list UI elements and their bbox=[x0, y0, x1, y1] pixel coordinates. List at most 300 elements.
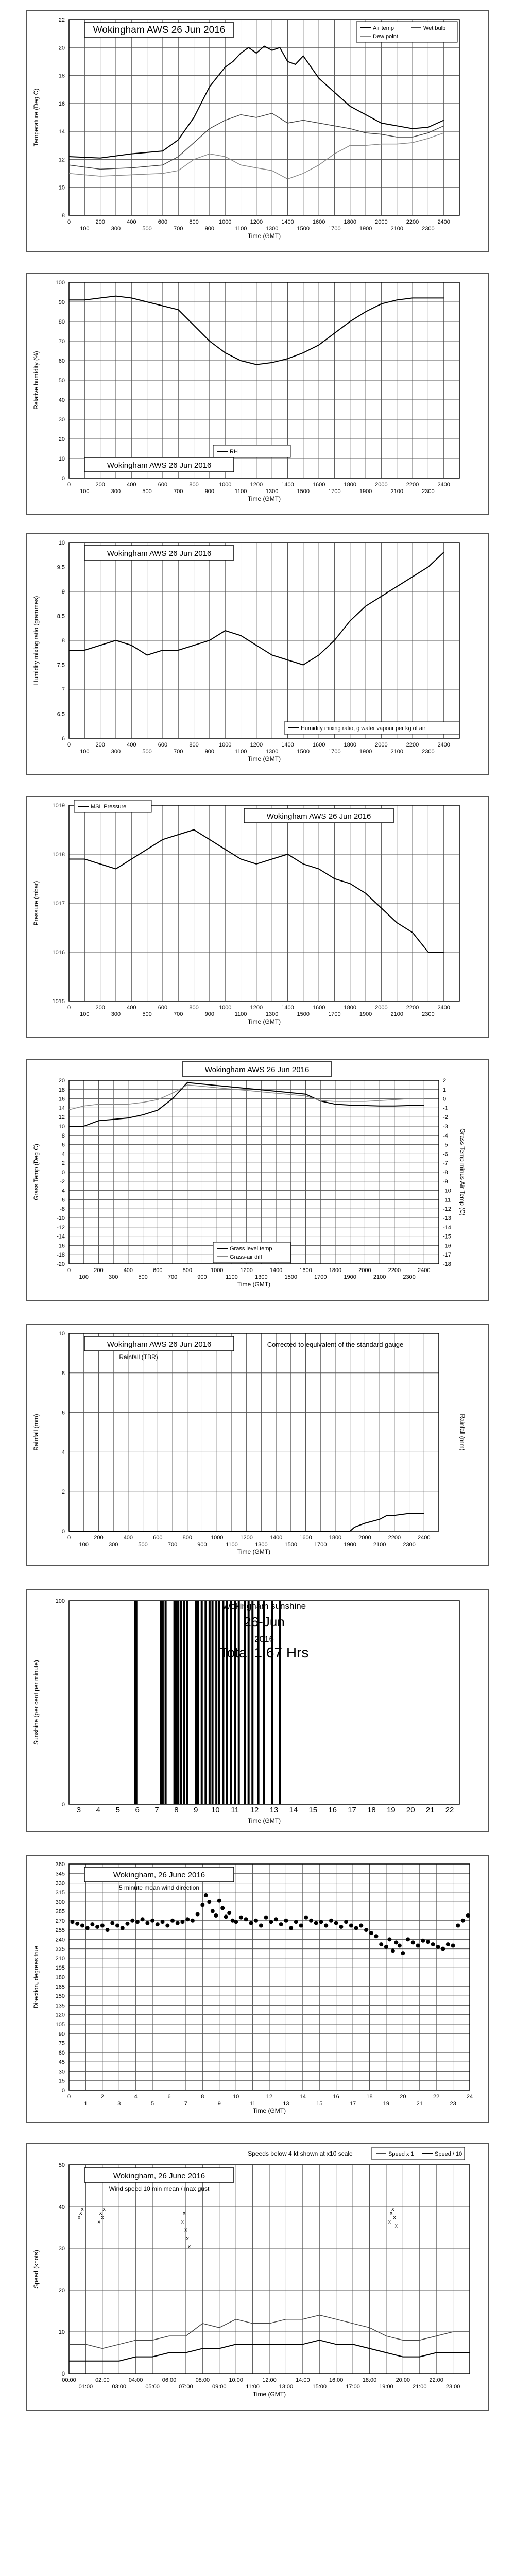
x-tick-label: 2100 bbox=[373, 1274, 386, 1280]
mixing-ratio-chart bbox=[27, 534, 488, 774]
wind-direction-point bbox=[269, 1920, 273, 1924]
x-tick-label: 1400 bbox=[281, 742, 294, 748]
x-tick-label: 1000 bbox=[218, 482, 232, 488]
y-tick-label: 18 bbox=[58, 1087, 65, 1093]
x-tick-label: 1800 bbox=[329, 1535, 342, 1541]
x-tick-label: 1200 bbox=[240, 1267, 253, 1274]
y-tick-label: -12 bbox=[57, 1224, 65, 1231]
x-tick-label: 2100 bbox=[373, 1541, 386, 1548]
x-tick-label: 1400 bbox=[281, 219, 294, 225]
x-tick-label: 05:00 bbox=[145, 2384, 160, 2390]
x-tick-label: 9 bbox=[217, 2100, 221, 2107]
wind-direction-point bbox=[354, 1926, 358, 1930]
x-tick-label: 17 bbox=[349, 2100, 356, 2107]
x-tick-label: 1900 bbox=[359, 488, 372, 495]
calm-marker: x bbox=[186, 2235, 189, 2242]
wind-direction-point bbox=[70, 1920, 74, 1924]
y2-tick-label: -11 bbox=[443, 1197, 451, 1204]
x-tick-label: 1500 bbox=[284, 1541, 298, 1548]
y2-tick-label: -16 bbox=[443, 1243, 451, 1249]
x-tick-label: 14 bbox=[299, 2094, 306, 2100]
x-tick-label: 1700 bbox=[328, 226, 341, 232]
x-tick-label: 1400 bbox=[269, 1535, 283, 1541]
calm-marker: x bbox=[393, 2214, 396, 2221]
y-axis-label: Temperature (Deg C) bbox=[32, 88, 40, 147]
wind-direction-point bbox=[165, 1924, 169, 1928]
wind-direction-point bbox=[85, 1926, 90, 1930]
x-tick-label: 500 bbox=[142, 488, 152, 495]
wind-direction-point bbox=[279, 1922, 283, 1926]
x-tick-label: 900 bbox=[204, 1011, 215, 1018]
x-tick-label: 1800 bbox=[344, 742, 357, 748]
x-tick-label: 19:00 bbox=[379, 2384, 393, 2390]
x-tick-label: 10 bbox=[211, 1806, 220, 1815]
y2-tick-label: -14 bbox=[443, 1224, 451, 1231]
wind-direction-point bbox=[264, 1916, 268, 1920]
chart-title: Wokingham AWS 26 Jun 2016 bbox=[107, 549, 212, 558]
x-tick-label: 600 bbox=[153, 1535, 163, 1541]
temperature-chart bbox=[27, 11, 488, 251]
x-tick-label: 1800 bbox=[344, 482, 357, 488]
y-tick-label: 1017 bbox=[52, 901, 65, 907]
wind-direction-point bbox=[161, 1920, 165, 1924]
y-axis-label: Sunshine (per cent per minute) bbox=[32, 1660, 40, 1745]
legend-label: Speed / 10 bbox=[435, 2151, 462, 2157]
x-tick-label: 800 bbox=[182, 1535, 192, 1541]
x-tick-label: 18 bbox=[367, 1806, 376, 1815]
x-tick-label: 1100 bbox=[226, 1274, 238, 1280]
wind-direction-point bbox=[319, 1920, 323, 1924]
wind-speed-chart bbox=[27, 2144, 488, 2410]
wind-direction-point bbox=[456, 1924, 460, 1928]
x-tick-label: 1600 bbox=[299, 1535, 312, 1541]
x-tick-label: 10 bbox=[233, 2094, 239, 2100]
y-tick-label: 180 bbox=[55, 1974, 65, 1981]
x-tick-label: 2 bbox=[100, 2094, 104, 2100]
x-tick-label: 22 bbox=[433, 2094, 440, 2100]
x-tick-label: 17 bbox=[348, 1806, 356, 1815]
x-tick-label: 16 bbox=[328, 1806, 337, 1815]
y-tick-label: 1018 bbox=[52, 852, 65, 858]
x-tick-label: 16:00 bbox=[329, 2377, 344, 2383]
x-tick-label: 1900 bbox=[344, 1541, 356, 1548]
y-tick-label: 30 bbox=[58, 2246, 65, 2252]
y2-tick-label: -12 bbox=[443, 1206, 451, 1213]
legend-label: Grass-air diff bbox=[230, 1254, 262, 1260]
x-tick-label: 2200 bbox=[406, 219, 419, 225]
x-tick-label: 0 bbox=[67, 2094, 71, 2100]
x-tick-label: 600 bbox=[158, 742, 168, 748]
y-tick-label: 6 bbox=[61, 1142, 65, 1148]
y-tick-label: 100 bbox=[55, 280, 65, 286]
x-tick-label: 900 bbox=[197, 1541, 207, 1548]
y-tick-label: 60 bbox=[58, 358, 65, 364]
y-tick-label: 360 bbox=[55, 1861, 65, 1868]
x-tick-label: 18:00 bbox=[362, 2377, 377, 2383]
y-tick-label: 9 bbox=[61, 589, 65, 595]
y-axis-label: Humidity mixing ratio (grammes) bbox=[32, 596, 40, 685]
y2-tick-label: -10 bbox=[443, 1188, 451, 1194]
x-tick-label: 2300 bbox=[422, 1011, 435, 1018]
y-tick-label: 255 bbox=[55, 1927, 65, 1934]
y-tick-label: 8 bbox=[61, 1132, 65, 1139]
calm-marker: x bbox=[184, 2227, 187, 2233]
y2-tick-label: -15 bbox=[443, 1233, 451, 1240]
y-tick-label: 14 bbox=[58, 1105, 65, 1112]
wind-direction-point bbox=[95, 1925, 99, 1929]
wind-direction-point bbox=[299, 1924, 303, 1928]
x-tick-label: 1100 bbox=[226, 1541, 238, 1548]
y-tick-label: 90 bbox=[58, 2031, 65, 2038]
legend-label: Air temp bbox=[373, 25, 394, 31]
wind-direction-point bbox=[121, 1926, 125, 1930]
y-tick-label: 7.5 bbox=[57, 662, 65, 669]
x-tick-label: 500 bbox=[142, 749, 152, 755]
y-tick-label: 1015 bbox=[52, 998, 65, 1005]
wind-direction-point bbox=[80, 1924, 84, 1928]
x-tick-label: 22 bbox=[445, 1806, 454, 1815]
x-tick-label: 700 bbox=[167, 1541, 178, 1548]
wind-direction-point bbox=[416, 1944, 420, 1948]
y2-tick-label: 1 bbox=[443, 1087, 447, 1093]
wind-direction-point bbox=[274, 1917, 278, 1921]
x-tick-label: 1600 bbox=[312, 1005, 325, 1011]
wind-direction-point bbox=[441, 1947, 445, 1951]
y-tick-label: 10 bbox=[58, 456, 65, 462]
calm-marker: x bbox=[79, 2210, 82, 2217]
wind-direction-point bbox=[207, 1900, 211, 1904]
y-tick-label: 20 bbox=[58, 2287, 65, 2294]
rainfall-chart bbox=[27, 1325, 488, 1565]
wind-direction-point bbox=[284, 1919, 288, 1923]
y2-tick-label: -9 bbox=[443, 1178, 448, 1185]
x-tick-label: 1700 bbox=[314, 1274, 327, 1280]
x-tick-label: 09:00 bbox=[212, 2384, 227, 2390]
y-tick-label: 8 bbox=[61, 1370, 65, 1377]
x-axis-label: Time (GMT) bbox=[247, 232, 281, 240]
wind-direction-point bbox=[176, 1921, 180, 1925]
wind-direction-point bbox=[217, 1899, 221, 1903]
y-tick-label: 30 bbox=[58, 2069, 65, 2075]
y-tick-label: 100 bbox=[55, 1598, 65, 1604]
x-tick-label: 2200 bbox=[406, 1005, 419, 1011]
y-tick-label: -18 bbox=[57, 1252, 65, 1259]
x-tick-label: 1500 bbox=[297, 1011, 310, 1018]
y-axis-label: Pressure (mbar) bbox=[32, 880, 40, 926]
y-tick-label: -2 bbox=[60, 1178, 65, 1185]
x-tick-label: 800 bbox=[182, 1267, 192, 1274]
y-tick-label: 10 bbox=[58, 1124, 65, 1130]
calm-marker: x bbox=[394, 2223, 398, 2229]
x-tick-label: 1600 bbox=[299, 1267, 312, 1274]
y-tick-label: 300 bbox=[55, 1899, 65, 1906]
wind-direction-point bbox=[451, 1944, 455, 1948]
chart-title: Wokingham AWS 26 Jun 2016 bbox=[107, 1340, 212, 1349]
x-tick-label: 100 bbox=[80, 488, 90, 495]
x-tick-label: 400 bbox=[127, 742, 136, 748]
x-tick-label: 500 bbox=[138, 1274, 148, 1280]
calm-marker: x bbox=[187, 2244, 191, 2250]
calm-marker: x bbox=[77, 2214, 81, 2221]
y-tick-label: 16 bbox=[58, 100, 65, 107]
rainfall-chart-panel bbox=[26, 1324, 489, 1566]
wind-direction-point bbox=[401, 1951, 405, 1955]
y-tick-label: 90 bbox=[58, 299, 65, 306]
y2-tick-label: 2 bbox=[443, 1078, 447, 1084]
x-tick-label: 21 bbox=[425, 1806, 435, 1815]
wind-direction-point bbox=[180, 1920, 184, 1924]
y-tick-label: -20 bbox=[57, 1261, 65, 1267]
x-tick-label: 1700 bbox=[328, 749, 341, 755]
y-tick-label: 75 bbox=[58, 2040, 65, 2047]
y2-tick-label: -2 bbox=[443, 1114, 448, 1121]
x-tick-label: 200 bbox=[94, 1535, 104, 1541]
temperature-chart-panel bbox=[26, 10, 489, 252]
y2-tick-label: -6 bbox=[443, 1151, 448, 1158]
x-tick-label: 6 bbox=[167, 2094, 171, 2100]
x-tick-label: 800 bbox=[189, 1005, 199, 1011]
x-tick-label: 2400 bbox=[437, 482, 450, 488]
legend-label: Speed x 1 bbox=[388, 2151, 414, 2157]
y-tick-label: -10 bbox=[57, 1215, 65, 1222]
wind-direction-point bbox=[394, 1940, 398, 1944]
x-tick-label: 11:00 bbox=[246, 2384, 260, 2390]
x-tick-label: 1300 bbox=[265, 749, 279, 755]
x-tick-label: 1000 bbox=[218, 1005, 232, 1011]
x-tick-label: 600 bbox=[158, 482, 168, 488]
wind-direction-point bbox=[239, 1916, 243, 1920]
y-tick-label: 15 bbox=[58, 2078, 65, 2084]
x-tick-label: 2000 bbox=[375, 219, 388, 225]
chart-subtitle: 5 minute mean wind direction bbox=[118, 1884, 200, 1891]
y-tick-label: 14 bbox=[58, 129, 65, 135]
x-tick-label: 00:00 bbox=[62, 2377, 76, 2383]
wind-direction-point bbox=[196, 1912, 200, 1917]
wind-direction-point bbox=[90, 1922, 94, 1926]
x-tick-label: 3 bbox=[117, 2100, 121, 2107]
x-tick-label: 900 bbox=[204, 488, 215, 495]
x-tick-label: 500 bbox=[142, 1011, 152, 1018]
wind-direction-point bbox=[436, 1945, 440, 1949]
wind-direction-point bbox=[446, 1942, 450, 1946]
x-tick-label: 1600 bbox=[312, 742, 325, 748]
x-axis-label: Time (GMT) bbox=[247, 755, 281, 762]
x-tick-label: 12 bbox=[266, 2094, 273, 2100]
wind-direction-point bbox=[344, 1920, 348, 1924]
x-tick-label: 800 bbox=[189, 482, 199, 488]
x-tick-label: 15 bbox=[308, 1806, 318, 1815]
x-tick-label: 18 bbox=[366, 2094, 373, 2100]
x-tick-label: 8 bbox=[174, 1806, 179, 1815]
y-tick-label: 0 bbox=[61, 2371, 65, 2377]
wind-direction-point bbox=[466, 1913, 470, 1918]
x-axis-label: Time (GMT) bbox=[237, 1281, 271, 1288]
x-tick-label: 2200 bbox=[388, 1267, 401, 1274]
sunshine-chart-panel bbox=[26, 1589, 489, 1832]
x-tick-label: 1500 bbox=[284, 1274, 298, 1280]
wind-direction-point bbox=[461, 1919, 465, 1923]
wind-direction-point bbox=[369, 1931, 373, 1935]
legend-label: Dew point bbox=[373, 33, 398, 40]
x-tick-label: 1800 bbox=[329, 1267, 342, 1274]
x-tick-label: 19 bbox=[387, 1806, 396, 1815]
y-tick-label: 80 bbox=[58, 319, 65, 325]
x-tick-label: 2300 bbox=[422, 488, 435, 495]
chart-title: Wokingham, 26 June 2016 bbox=[113, 1871, 205, 1879]
wind-direction-point bbox=[185, 1917, 190, 1921]
x-tick-label: 200 bbox=[95, 219, 105, 225]
x-tick-label: 2200 bbox=[406, 482, 419, 488]
y-tick-label: 50 bbox=[58, 378, 65, 384]
x-tick-label: 2400 bbox=[418, 1535, 431, 1541]
chart-title: Wokingham AWS 26 Jun 2016 bbox=[107, 461, 212, 470]
wind-direction-point bbox=[359, 1924, 363, 1928]
x-tick-label: 16 bbox=[333, 2094, 339, 2100]
x-tick-label: 4 bbox=[134, 2094, 138, 2100]
x-tick-label: 1200 bbox=[250, 742, 263, 748]
x-tick-label: 1400 bbox=[269, 1267, 283, 1274]
y-tick-label: 120 bbox=[55, 2012, 65, 2019]
x-tick-label: 19 bbox=[383, 2100, 390, 2107]
pressure-chart-panel bbox=[26, 796, 489, 1038]
wind-direction-point bbox=[214, 1913, 218, 1918]
wind-direction-point bbox=[406, 1937, 410, 1941]
y2-tick-label: -13 bbox=[443, 1215, 451, 1222]
x-tick-label: 1400 bbox=[281, 1005, 294, 1011]
y-tick-label: 7 bbox=[61, 687, 65, 693]
wind-direction-point bbox=[391, 1948, 395, 1953]
wind-direction-point bbox=[421, 1939, 425, 1943]
x-tick-label: 2400 bbox=[437, 742, 450, 748]
x-tick-label: 2200 bbox=[406, 742, 419, 748]
x-tick-label: 400 bbox=[123, 1535, 133, 1541]
wind-direction-point bbox=[234, 1920, 238, 1924]
y-tick-label: 285 bbox=[55, 1908, 65, 1915]
y-tick-label: 4 bbox=[61, 1449, 65, 1456]
x-tick-label: 2400 bbox=[437, 1005, 450, 1011]
x-tick-label: 5 bbox=[115, 1806, 120, 1815]
wind-direction-point bbox=[294, 1920, 298, 1924]
x-tick-label: 1700 bbox=[314, 1541, 327, 1548]
y-tick-label: 0 bbox=[61, 476, 65, 482]
x-tick-label: 700 bbox=[174, 488, 183, 495]
chart-annotation: Corrected to equivalent of the standard gauge bbox=[267, 1341, 404, 1348]
wind-direction-point bbox=[227, 1911, 231, 1915]
legend-label: Humidity mixing ratio, g water vapour per kg of air bbox=[301, 725, 426, 732]
wind-direction-point bbox=[170, 1919, 175, 1923]
x-tick-label: 1800 bbox=[344, 1005, 357, 1011]
x-tick-label: 700 bbox=[174, 749, 183, 755]
x-tick-label: 1900 bbox=[359, 749, 372, 755]
wind-direction-point bbox=[106, 1928, 110, 1932]
wind-direction-point bbox=[364, 1928, 368, 1932]
wind-direction-point bbox=[339, 1925, 343, 1929]
wind-direction-point bbox=[115, 1924, 119, 1928]
x-tick-label: 3 bbox=[76, 1806, 81, 1815]
x-tick-label: 2300 bbox=[422, 226, 435, 232]
y-tick-label: 20 bbox=[58, 436, 65, 443]
x-tick-label: 1300 bbox=[255, 1274, 268, 1280]
x-tick-label: 1000 bbox=[218, 742, 232, 748]
chart-subtitle: Rainfall (TBR) bbox=[119, 1353, 158, 1361]
x-tick-label: 400 bbox=[127, 1005, 136, 1011]
x-tick-label: 300 bbox=[111, 226, 121, 232]
x-tick-label: 1900 bbox=[359, 1011, 372, 1018]
x-tick-label: 1000 bbox=[218, 219, 232, 225]
x-tick-label: 2100 bbox=[390, 488, 403, 495]
legend-label: MSL Pressure bbox=[91, 804, 127, 810]
x-tick-label: 1500 bbox=[297, 226, 310, 232]
wind-direction-point bbox=[220, 1906, 225, 1910]
x-tick-label: 2000 bbox=[358, 1535, 371, 1541]
y-axis-label: Relative humidity (%) bbox=[32, 351, 40, 410]
x-tick-label: 800 bbox=[189, 742, 199, 748]
chart-subtitle2: Speeds below 4 kt shown at x10 scale bbox=[248, 2150, 353, 2157]
x-tick-label: 13 bbox=[283, 2100, 289, 2107]
y-tick-label: 6.5 bbox=[57, 711, 65, 718]
x-tick-label: 1100 bbox=[234, 749, 247, 755]
x-tick-label: 20 bbox=[406, 1806, 415, 1815]
x-tick-label: 500 bbox=[142, 226, 152, 232]
y-tick-label: 45 bbox=[58, 2059, 65, 2066]
x-axis-label: Time (GMT) bbox=[252, 2391, 286, 2398]
y-tick-label: 4 bbox=[61, 1151, 65, 1158]
y2-tick-label: -1 bbox=[443, 1105, 448, 1112]
x-tick-label: 2300 bbox=[422, 749, 435, 755]
x-tick-label: 12 bbox=[250, 1806, 259, 1815]
x-tick-label: 300 bbox=[111, 749, 121, 755]
wind-direction-point bbox=[211, 1909, 215, 1913]
y-tick-label: 240 bbox=[55, 1937, 65, 1943]
wind-direction-point bbox=[374, 1934, 378, 1938]
wind-direction-point bbox=[204, 1893, 208, 1897]
calm-marker: x bbox=[182, 2210, 186, 2217]
y-tick-label: 6 bbox=[61, 736, 65, 742]
x-tick-label: 600 bbox=[158, 1005, 168, 1011]
x-tick-label: 200 bbox=[95, 482, 105, 488]
sunshine-total: Total 1.67 Hrs bbox=[219, 1645, 309, 1660]
y2-tick-label: -7 bbox=[443, 1160, 448, 1167]
y2-tick-label: -17 bbox=[443, 1252, 451, 1259]
wind-direction-point bbox=[100, 1924, 105, 1928]
x-tick-label: 23 bbox=[450, 2100, 456, 2107]
y2-tick-label: -18 bbox=[443, 1261, 451, 1267]
humidity-chart-panel bbox=[26, 273, 489, 515]
y-tick-label: 20 bbox=[58, 45, 65, 52]
chart-title: Wokingham sunshine bbox=[222, 1601, 306, 1611]
sunshine-chart bbox=[27, 1590, 488, 1831]
wind-direction-point bbox=[329, 1919, 333, 1923]
x-tick-label: 21 bbox=[416, 2100, 423, 2107]
x-tick-label: 23:00 bbox=[445, 2384, 460, 2390]
x-tick-label: 01:00 bbox=[78, 2384, 93, 2390]
x-tick-label: 1900 bbox=[359, 226, 372, 232]
y-tick-label: 9.5 bbox=[57, 564, 65, 571]
chart-title: Wokingham AWS 26 Jun 2016 bbox=[204, 1065, 310, 1074]
y-tick-label: 12 bbox=[58, 1114, 65, 1121]
y-tick-label: 0 bbox=[61, 1529, 65, 1535]
y-tick-label: 8.5 bbox=[57, 613, 65, 620]
y-tick-label: 0 bbox=[61, 1170, 65, 1176]
x-tick-label: 1500 bbox=[297, 488, 310, 495]
x-tick-label: 1300 bbox=[265, 1011, 279, 1018]
x-tick-label: 1200 bbox=[250, 219, 263, 225]
x-tick-label: 08:00 bbox=[195, 2377, 210, 2383]
calm-marker: x bbox=[388, 2218, 391, 2225]
y-axis-label: Rainfall (mm) bbox=[32, 1414, 40, 1451]
x-tick-label: 1000 bbox=[210, 1535, 224, 1541]
pressure-chart bbox=[27, 797, 488, 1037]
